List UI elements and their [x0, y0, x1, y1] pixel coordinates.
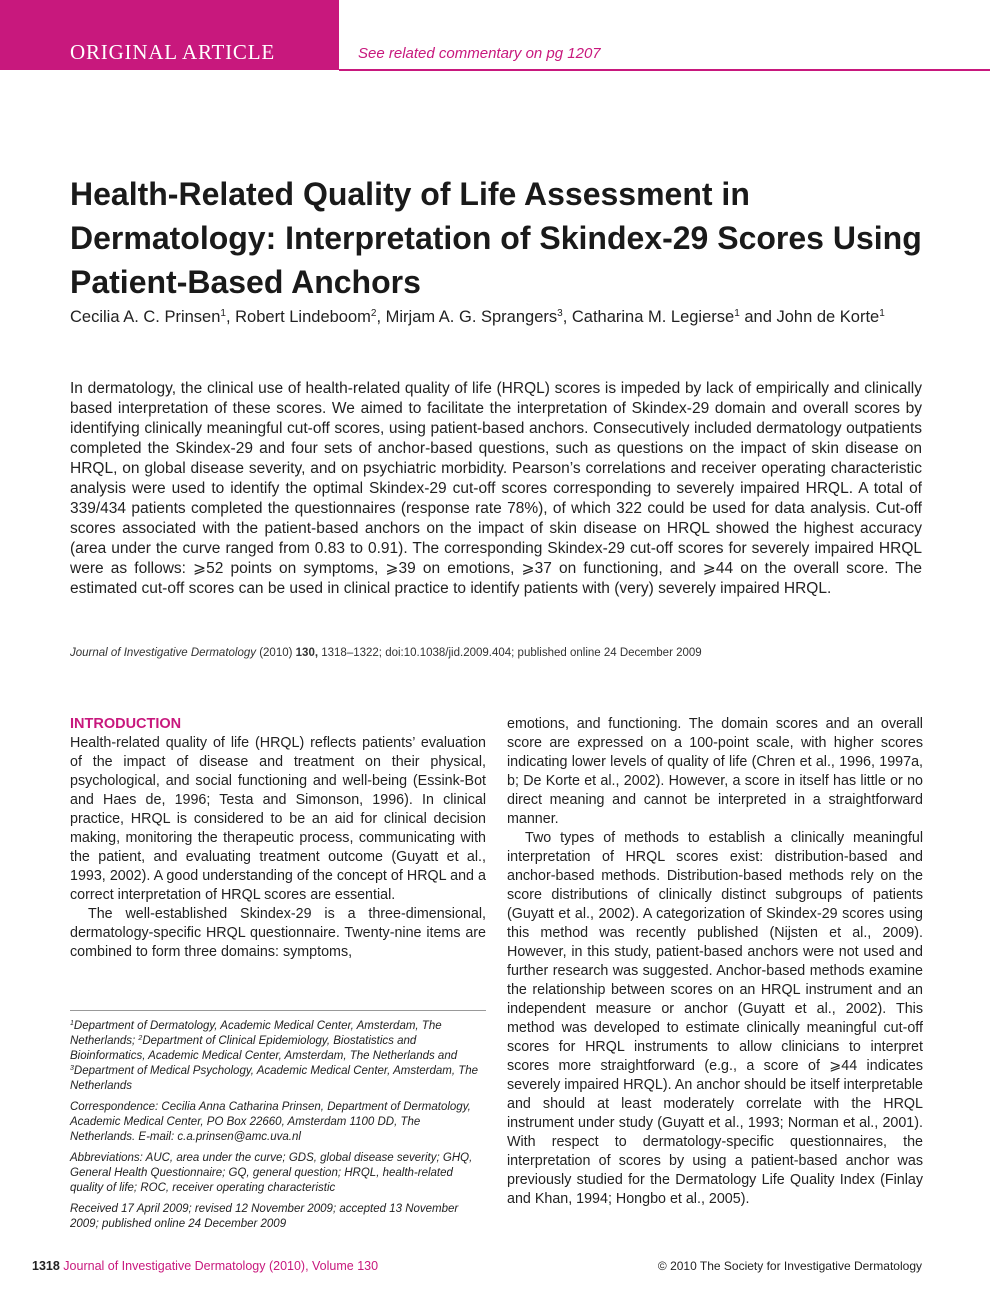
footer-journal-info: Journal of Investigative Dermatology (2010), Volume 130 [63, 1259, 379, 1273]
left-column [70, 715, 486, 962]
author-name: Mirjam A. G. Sprangers [385, 308, 558, 326]
volume-number: 130, [295, 647, 319, 659]
footnote-divider [70, 1010, 486, 1011]
footnotes [70, 1019, 488, 1238]
correspondence-note: Correspondence: Cecilia Anna Catharina Prinsen, Department of Dermatology, Academic Medical Center, PO Box 22660, Amsterdam 1100 DD, The Netherlands. E-mail: c.a.prinsen@amc.uva.nl [70, 1101, 471, 1143]
body-paragraph: Two types of methods to establish a clinically meaningful interpretation of HRQL scores exist: distribution-based and anchor-based methods. Distribution-based methods rely on the score distributions of clinically distinct subgroups of patients (Guyatt et al., 2002). A categorization of Skindex-29 scores using this method was recently published (Nijsten et al., 2009). However, in this study, patient-based anchors were not used and further research was suggested. Anchor-based methods examine the relationship between scores on an HRQL instrument and an independent measure or anchor (Guyatt et al., 2002). This method was developed to estimate clinically meaningful cut-off scores for HRQL instruments to allow clinicians to interpret scores more straightforward (e.g., a score of ⩾44 indicates severely impaired HRQL). An anchor should be itself interpretable and should at least moderately correlate with the HRQL instrument under study (Guyatt et al., 1993; Norman et al., 2001). With respect to dermatology-specific questionnaires, the interpretation of scores by using a patient-based anchor was previously studied for the Dermatology Life Quality Index (Finlay and Khan, 1994; Hongbo et al., 2005). [507, 830, 923, 1207]
author-affiliation-mark: 1 [879, 308, 885, 319]
history-dates: Received 17 April 2009; revised 12 November 2009; accepted 13 November 2009; published online 24 December 2009 [70, 1203, 459, 1230]
right-column [507, 715, 923, 1209]
doi-and-date: 1318–1322; doi:10.1038/jid.2009.404; published online 24 December 2009 [318, 647, 702, 659]
copyright-notice: © 2010 The Society for Investigative Dermatology [657, 1259, 922, 1273]
journal-name: Journal of Investigative Dermatology [70, 647, 257, 659]
article-title: Health-Related Quality of Life Assessment in Dermatology: Interpretation of Skindex-29 Scores Using Patient-Based Anchors [70, 176, 922, 300]
section-heading-introduction: INTRODUCTION [70, 716, 182, 732]
header-rule [339, 69, 990, 71]
affiliations: $^1$Department of Dermatology, Academic Medical Center, Amsterdam, The Netherlands; $^2$Department of Clinical Epidemiology, Biostatistics and Bioinformatics, Academic Medical Center, Amsterdam, The Netherlands and $^3$Department of Medical Psychology, Academic Medical Center, Amsterdam, The Netherlands [70, 1020, 479, 1092]
abbreviations-note: Abbreviations: AUC, area under the curve; GDS, global disease severity; GHQ, General Health Questionnaire; GQ, general question; HRQL, health-related quality of life; ROC, receiver operating characteristic [70, 1152, 473, 1194]
citation-line: Journal of Investigative Dermatology (2010) 130, 1318–1322; doi:10.1038/jid.2009.404; published online 24 December 2009 [70, 647, 702, 659]
author-affiliation-mark: 1 [734, 308, 740, 319]
author-affiliation-mark: 1 [220, 308, 226, 319]
section-label: ORIGINAL ARTICLE [70, 40, 275, 64]
author-name: Cecilia A. C. Prinsen [70, 308, 221, 326]
body-paragraph: emotions, and functioning. The domain scores and an overall score are expressed on a 100-point scale, with higher scores indicating lower levels of quality of life (Chren et al., 1996, 1997a, b; De Korte et al., 2002). However, a score in itself has little or no direct meaning and cannot be interpreted in a straightforward manner. [507, 716, 923, 827]
author-affiliation-mark: 2 [370, 308, 377, 319]
author-name: Catharina M. Legierse [571, 308, 735, 326]
page-number: 1318 [32, 1259, 60, 1273]
page-footer-left [32, 1259, 378, 1273]
body-paragraph: Health-related quality of life (HRQL) reflects patients’ evaluation of the impact of disease and treatment on their physical, psychological, and social functioning and well-being (Essink-Bot and Haes de, 1996; Testa and Simonson, 1996). In clinical practice, HRQL is considered to be an aid for clinical decision making, monitoring the therapeutic process, communicating with the patient, and evaluating treatment outcome (Guyatt et al., 1993, 2002). A good understanding of the concept of HRQL and a correct interpretation of HRQL scores are essential. [70, 735, 486, 903]
author-list: Cecilia A. C. Prinsen$^1$, Robert Lindeboom$^2$, Mirjam A. G. Sprangers$^3$, Catharina M. Legierse$^1$ and John de Korte$^1$ [70, 308, 885, 326]
author-name: Robert Lindeboom [235, 308, 371, 326]
abstract: In dermatology, the clinical use of health-related quality of life (HRQL) scores is impeded by lack of empirically and clinically based interpretation of these scores. We aimed to facilitate the interpretation of Skindex-29 domain and overall scores by identifying clinically meaningful cut-off scores, using patient-based anchors. Consecutively included dermatology outpatients completed the Skindex-29 and four sets of anchor-based questions, such as questions on the impact of skin disease on HRQL, on global disease severity, and on psychiatric morbidity. Pearson’s correlations and receiver operating characteristic analysis were used to identify the optimal Skindex-29 cut-off scores corresponding to severely impaired HRQL. A total of 339/434 patients completed the questionnaires (response rate 78%), of which 322 could be used for data analysis. Cut-off scores associated with the patient-based anchors on the impact of skin disease on HRQL showed the highest accuracy (area under the curve ranged from 0.83 to 0.91). The corresponding Skindex-29 cut-off scores for severely impaired HRQL were as follows: ⩾52 points on symptoms, ⩾39 on emotions, ⩾37 on functioning, and ⩾44 on the overall score. The estimated cut-off scores can be used in clinical practice to identify patients with (very) severely impaired HRQL. [70, 380, 922, 597]
related-commentary-link[interactable]: See related commentary on pg 1207 [358, 45, 601, 62]
author-affiliation-mark: 3 [557, 308, 563, 319]
author-name: John de Korte [776, 308, 880, 326]
body-paragraph: The well-established Skindex-29 is a three-dimensional, dermatology-specific HRQL questionnaire. Twenty-nine items are combined to form three domains: symptoms, [70, 906, 486, 960]
